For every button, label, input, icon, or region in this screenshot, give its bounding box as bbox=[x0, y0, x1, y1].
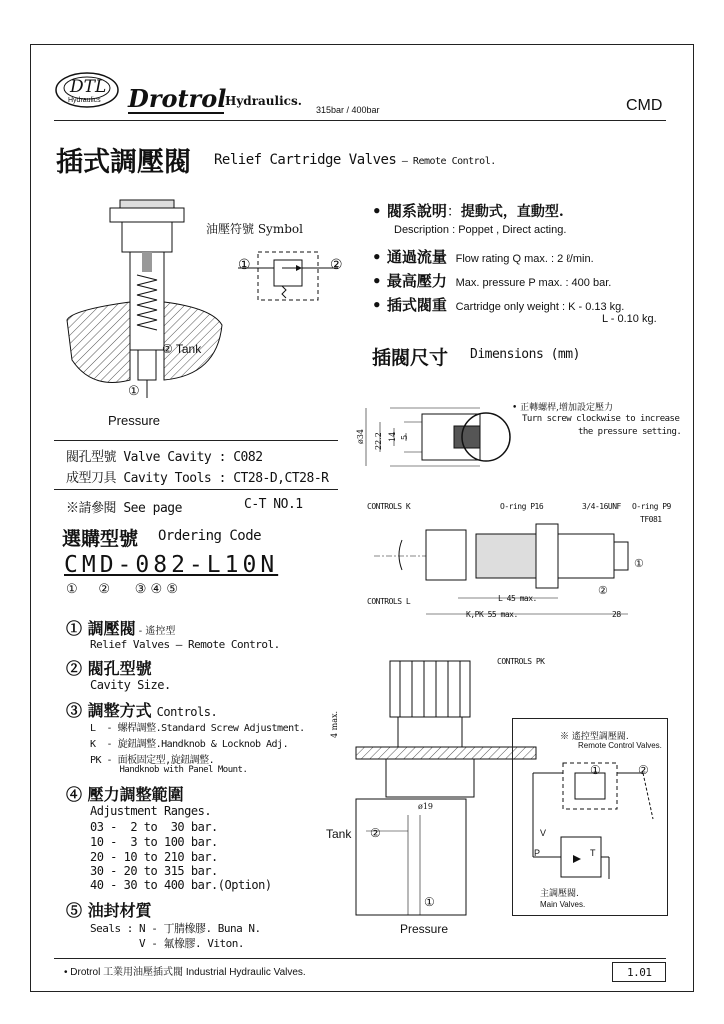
spec-row-flow: • 通過流量 Flow rating Q max. : 2 ℓ/min. bbox=[372, 248, 594, 266]
dim-4max: 4 max. bbox=[330, 710, 339, 738]
legend-3-title: ③ 調整方式 Controls. bbox=[66, 701, 218, 720]
oring-p9-label: O-ring P9 bbox=[632, 502, 671, 511]
spec-description-en: Description : Poppet , Direct acting. bbox=[394, 224, 567, 236]
symbol-label: 油壓符號 Symbol bbox=[206, 222, 303, 236]
pk-tank-label: Tank bbox=[326, 827, 352, 841]
logo-ring-text: Hydraulics bbox=[68, 97, 101, 104]
ordering-title-en: Ordering Code bbox=[158, 528, 262, 544]
remote-title-cn: ※ 遙控型調壓閥. bbox=[560, 732, 629, 742]
page-number: 1.01 bbox=[627, 966, 652, 979]
ordering-code: CMD-082-L10N bbox=[64, 552, 279, 578]
remote-t: T bbox=[590, 848, 596, 858]
ordering-title-cn: 選購型號 bbox=[62, 528, 139, 550]
title-en: Relief Cartridge Valves – Remote Control. bbox=[214, 152, 496, 168]
range-03: 03 - 2 to 30 bar. bbox=[90, 820, 218, 834]
legend-1-en: Relief Valves – Remote Control. bbox=[90, 638, 280, 651]
spec-weight-l: L - 0.10 kg. bbox=[602, 313, 657, 325]
legend-5-title: ⑤ 油封材質 bbox=[66, 901, 152, 920]
dimensions-title-cn: 插閥尺寸 bbox=[372, 347, 449, 369]
pressure-rating: 315bar / 400bar bbox=[316, 105, 380, 115]
seal-n: Seals : N - 丁腈橡膠. Buna N. bbox=[90, 922, 261, 935]
remote-p: P bbox=[534, 848, 541, 858]
pk-pressure-label: Pressure bbox=[400, 922, 449, 936]
pk-tank-port: ② bbox=[370, 826, 381, 840]
legend-2-en: Cavity Size. bbox=[90, 678, 171, 692]
company-logo bbox=[54, 70, 120, 110]
see-page-label: ※請參閱 See page bbox=[66, 501, 182, 516]
valve-cavity: 閥孔型號 Valve Cavity : C082 bbox=[66, 450, 263, 465]
dim-dia19: ø19 bbox=[418, 802, 433, 811]
ordering-markers: ① ② ③ ④ ⑤ bbox=[66, 582, 178, 597]
controls-pk-label: CONTROLS PK bbox=[497, 657, 545, 666]
controls-k-label: CONTROLS K bbox=[367, 502, 411, 511]
dim-14: 14 bbox=[388, 431, 397, 442]
dim-5: 5 bbox=[400, 434, 409, 440]
dim-28: 28 bbox=[612, 610, 621, 619]
control-pk-en: Handknob with Panel Mount. bbox=[90, 765, 248, 775]
dim-kpk55: K,PK 55 max. bbox=[466, 610, 518, 619]
dim-22: 22.2 bbox=[374, 432, 383, 450]
logo-text: DTL bbox=[70, 77, 107, 97]
dim-dia34: ø34 bbox=[356, 429, 365, 444]
range-10: 10 - 3 to 100 bar. bbox=[90, 835, 218, 849]
remote-v: V bbox=[540, 828, 547, 838]
section-pressure-port: ① bbox=[128, 384, 140, 399]
brand-name: Drotrol bbox=[128, 84, 227, 113]
clockwise-note-en1: Turn screw clockwise to increase bbox=[522, 414, 680, 424]
spec-row-weight: • 插式閥重 Cartridge only weight : K - 0.13 kg. bbox=[372, 296, 625, 314]
spec-row-pressure: • 最高壓力 Max. pressure P max. : 400 bar. bbox=[372, 272, 612, 290]
thread-label: 3/4-16UNF bbox=[582, 502, 621, 511]
page-number-box bbox=[612, 962, 666, 982]
cartridge-port-1: ① bbox=[634, 557, 644, 570]
dim-l45: L 45 max. bbox=[498, 594, 537, 603]
range-20: 20 - 10 to 210 bar. bbox=[90, 850, 218, 864]
remote-port-1: ① bbox=[590, 763, 601, 777]
section-tank-label: ② Tank bbox=[162, 342, 202, 356]
title-cn: 插式調壓閥 bbox=[56, 147, 191, 178]
dimensions-title-en: Dimensions (mm) bbox=[470, 347, 580, 362]
oring-p16-label: O-ring P16 bbox=[500, 502, 544, 511]
see-page-value: C-T NO.1 bbox=[244, 497, 303, 512]
footer-text: • Drotrol 工業用油壓插式閥 Industrial Hydraulic Valves. bbox=[64, 967, 306, 978]
legend-2-title: ② 閥孔型號 bbox=[66, 659, 152, 678]
tf081-label: TF081 bbox=[640, 515, 662, 524]
cartridge-side-view bbox=[366, 510, 666, 620]
screw-end-view bbox=[360, 398, 530, 473]
cavity-tools: 成型刀具 Cavity Tools : CT28-D,CT28-R bbox=[66, 471, 329, 486]
remote-main-en: Main Valves. bbox=[540, 900, 586, 909]
legend-1-title: ① 調壓閥 - 遙控型 bbox=[66, 619, 176, 638]
control-l: L - 螺桿調整.Standard Screw Adjustment. bbox=[90, 723, 305, 734]
clockwise-note-en2: the pressure setting. bbox=[578, 427, 682, 437]
control-k: K - 旋鈕調整.Handknob & Locknob Adj. bbox=[90, 739, 289, 750]
spec-row-description: • 閥系說明：提動式，直動型. bbox=[372, 202, 564, 220]
cartridge-port-2: ② bbox=[598, 584, 608, 597]
section-pressure-label: Pressure bbox=[108, 413, 161, 428]
model-code: CMD bbox=[626, 97, 663, 114]
brand-suffix: Hydraulics. bbox=[225, 94, 302, 108]
symbol-port-2: ② bbox=[330, 257, 343, 273]
legend-4-title: ④ 壓力調整範圍 bbox=[66, 785, 184, 804]
seal-v: V - 氟橡膠. Viton. bbox=[90, 937, 244, 950]
remote-port-2: ② bbox=[638, 763, 649, 777]
legend-4-en: Adjustment Ranges. bbox=[90, 804, 212, 818]
symbol-port-1: ① bbox=[238, 257, 251, 273]
remote-main-cn: 主調壓閥. bbox=[540, 889, 579, 899]
control-pk: PK - 面板固定型,旋鈕調整. bbox=[90, 755, 215, 766]
remote-title-en: Remote Control Valves. bbox=[578, 741, 662, 750]
pk-pressure-port: ① bbox=[424, 895, 435, 909]
range-40: 40 - 30 to 400 bar.(Option) bbox=[90, 878, 272, 892]
clockwise-note-cn: • 正轉螺桿,增加設定壓力 bbox=[512, 403, 614, 413]
panel-mount-view bbox=[346, 655, 506, 935]
range-30: 30 - 20 to 315 bar. bbox=[90, 864, 218, 878]
controls-l-label: CONTROLS L bbox=[367, 597, 411, 606]
